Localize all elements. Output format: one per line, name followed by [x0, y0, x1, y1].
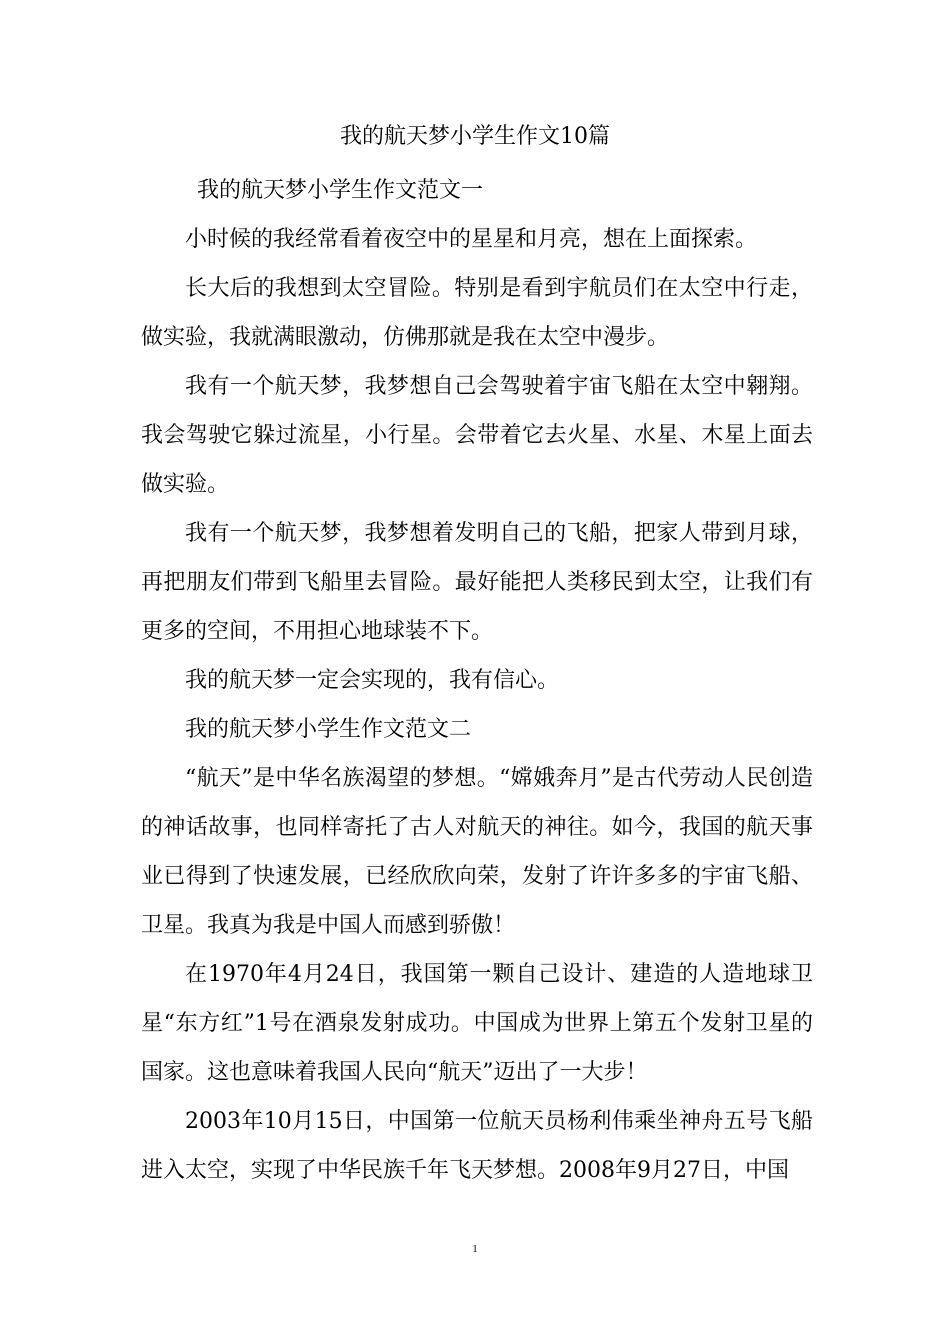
paragraph: “航天”是中华名族渴望的梦想。“嫦娥奔月”是古代劳动人民创造的神话故事，也同样寄托了古人对航天的神往。如今，我国的航天事业已得到了快速发展，已经欣欣向荣，发射了许许多多的宇宙飞船、卫星。我真为我是中国人而感到骄傲！ [141, 766, 813, 938]
paragraph: 我有一个航天梦，我梦想自己会驾驶着宇宙飞船在太空中翱翔。我会驾驶它躲过流星，小行星。会带着它去火星、水星、木星上面去做实验。 [141, 374, 813, 497]
section-heading-1: 我的航天梦小学生作文范文一 [197, 178, 484, 203]
paragraph: 小时候的我经常看着夜空中的星星和月亮，想在上面探索。 [185, 227, 758, 252]
document-body [141, 166, 813, 1195]
paragraph: 在1970年4月24日，我国第一颗自己设计、建造的人造地球卫星“东方红”1号在酒泉发射成功。中国成为世界上第五个发射卫星的国家。这也意味着我国人民向“航天”迈出了一大步！ [141, 962, 813, 1085]
paragraph: 我有一个航天梦，我梦想着发明自己的飞船，把家人带到月球，再把朋友们带到飞船里去冒险。最好能把人类移民到太空，让我们有更多的空间，不用担心地球装不下。 [141, 521, 813, 644]
document-title: 我的航天梦小学生作文10篇 [340, 124, 610, 149]
page-number: 1 [472, 1243, 478, 1255]
paragraph: 我的航天梦一定会实现的，我有信心。 [185, 668, 560, 693]
paragraph: 2003年10月15日，中国第一位航天员杨利伟乘坐神舟五号飞船进入太空，实现了中华民族千年飞天梦想。2008年9月27日，中国 [141, 1109, 813, 1183]
paragraph: 长大后的我想到太空冒险。特别是看到宇航员们在太空中行走，做实验，我就满眼激动，仿佛那就是我在太空中漫步。 [141, 276, 813, 350]
section-heading-2: 我的航天梦小学生作文范文二 [185, 717, 472, 742]
